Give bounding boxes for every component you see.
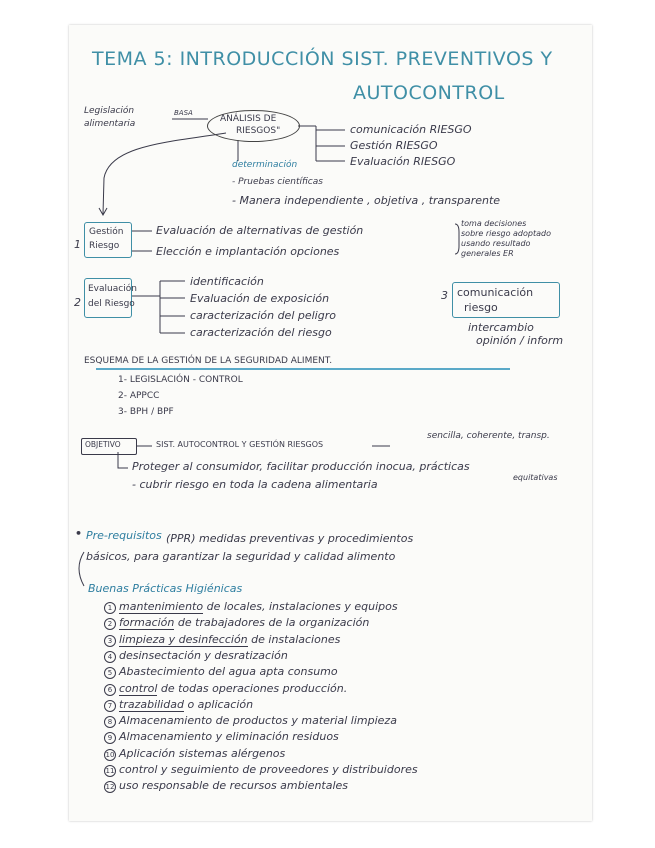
evaluacion-box-label-2: del Riesgo	[88, 299, 135, 309]
prereq-line-2: básicos, para garantizar la seguridad y calidad alimento	[86, 550, 396, 563]
bph-item-text: de todas operaciones producción.	[157, 681, 348, 695]
comunicacion-line-1: intercambio	[468, 321, 534, 334]
comunicacion-number: 3	[441, 289, 448, 302]
item-number-circle: 7	[104, 700, 116, 712]
prereq-line-1: (PPR) medidas preventivas y procedimientos	[166, 532, 414, 545]
bph-item-text: Abastecimiento del agua apta consumo	[119, 665, 338, 679]
objetivo-line-2: - cubrir riesgo en toda la cadena alimentaria	[132, 478, 378, 491]
analisis-label-2: RIESGOS"	[236, 126, 281, 136]
page-title-line2: AUTOCONTROL	[353, 82, 505, 104]
gestion-note-4: generales ER	[461, 249, 514, 258]
bph-item	[104, 731, 339, 744]
item-number-circle: 8	[104, 716, 116, 728]
bph-item-text: Aplicación sistemas alérgenos	[119, 746, 286, 760]
esquema-heading: ESQUEMA DE LA GESTIÓN DE LA SEGURIDAD ALIMENT.	[84, 356, 333, 366]
bph-item-text: uso responsable de recursos ambientales	[119, 779, 349, 793]
comunicacion-box-label-2: riesgo	[464, 301, 498, 314]
determinacion-label: determinación	[232, 160, 298, 170]
item-number-circle: 9	[104, 732, 116, 744]
comunicacion-box-label: comunicación	[457, 286, 534, 299]
bullet-manera: - Manera independiente , objetiva , transparente	[232, 194, 501, 207]
item-number-circle: 10	[105, 750, 115, 759]
prereq-head: Pre-requisitos	[86, 529, 162, 542]
comunicacion-line-2: opinión / inform	[476, 334, 564, 347]
bph-item-text: de locales, instalaciones y equipos	[203, 600, 398, 613]
evaluacion-number: 2	[74, 296, 81, 309]
gestion-note-1: toma decisiones	[461, 219, 527, 228]
objetivo-label: OBJETIVO	[85, 440, 121, 449]
bph-item	[104, 715, 397, 728]
bph-item-keyword: formación	[119, 616, 175, 630]
bph-item-keyword: trazabilidad	[119, 697, 184, 711]
item-number-circle: 11	[105, 767, 115, 775]
item-number-circle: 4	[104, 651, 116, 663]
item-number-circle: 1	[104, 602, 116, 614]
objetivo-line-1: Proteger al consumidor, facilitar producción inocua, prácticas	[132, 460, 470, 473]
gestion-box-label: Gestión	[89, 227, 124, 237]
evaluacion-box-label: Evaluación	[88, 284, 137, 294]
bph-item	[104, 764, 418, 777]
bph-item	[104, 617, 369, 630]
bph-item	[104, 666, 338, 679]
gestion-note-3: usando resultado	[461, 239, 531, 248]
legislacion-label: Legislación	[84, 106, 135, 116]
gestion-number: 1	[74, 238, 81, 251]
bph-item-text: o aplicación	[183, 697, 254, 711]
bph-item	[104, 683, 347, 696]
bph-item-text: Almacenamiento de productos y material limpieza	[119, 714, 397, 728]
legislacion-label-2: alimentaria	[84, 119, 136, 129]
bph-item	[104, 780, 348, 793]
item-number-circle: 3	[104, 635, 116, 647]
evaluacion-line-2: Evaluación de exposición	[190, 292, 330, 305]
prereq-bullet: •	[75, 527, 83, 540]
basa-label: BASA	[174, 109, 193, 117]
bullet-pruebas: - Pruebas científicas	[232, 177, 323, 187]
output-gestion: Gestión RIESGO	[350, 139, 438, 152]
gestion-box-label-2: Riesgo	[89, 241, 120, 251]
gestion-note-2: sobre riesgo adoptado	[461, 229, 551, 238]
bph-item	[104, 634, 340, 647]
objetivo-text: SIST. AUTOCONTROL Y GESTIÓN RIESGOS	[156, 440, 324, 449]
evaluacion-line-3: caracterización del peligro	[190, 309, 336, 322]
bph-item-keyword: mantenimiento	[119, 600, 204, 613]
objetivo-line-1b: equitativas	[513, 473, 558, 482]
bph-item	[104, 699, 253, 712]
bph-item	[104, 601, 398, 614]
objetivo-right: sencilla, coherente, transp.	[427, 431, 550, 441]
bph-item-text: control y seguimiento de proveedores y distribuidores	[119, 763, 418, 776]
bph-item	[104, 650, 288, 663]
bph-item-text: desinsectación y desratización	[119, 648, 288, 662]
evaluacion-line-1: identificación	[190, 275, 264, 288]
item-number-circle: 12	[105, 783, 115, 792]
bph-item	[104, 748, 285, 761]
bph-item-keyword: control	[119, 681, 158, 695]
gestion-line-1: Evaluación de alternativas de gestión	[156, 224, 364, 237]
bph-item-text: de trabajadores de la organización	[174, 616, 370, 630]
gestion-line-2: Elección e implantación opciones	[156, 245, 340, 258]
output-evaluacion: Evaluación RIESGO	[350, 155, 456, 168]
bph-item-keyword: limpieza y desinfección	[119, 632, 248, 646]
bph-item-text: de instalaciones	[247, 632, 341, 646]
item-number-circle: 6	[104, 684, 116, 696]
esquema-item-3: 3- BPH / BPF	[118, 407, 174, 417]
page-title: TEMA 5: INTRODUCCIÓN SIST. PREVENTIVOS Y	[92, 48, 553, 70]
item-number-circle: 2	[104, 618, 116, 630]
evaluacion-line-4: caracterización del riesgo	[190, 326, 332, 339]
output-comunicacion: comunicación RIESGO	[350, 123, 472, 136]
bph-item-text: Almacenamiento y eliminación residuos	[119, 730, 339, 744]
analisis-label: ANÁLISIS DE	[220, 114, 277, 124]
esquema-item-1: 1- LEGISLACIÓN - CONTROL	[118, 375, 243, 385]
bph-title: Buenas Prácticas Higiénicas	[88, 582, 243, 595]
item-number-circle: 5	[104, 667, 116, 679]
esquema-item-2: 2- APPCC	[118, 391, 160, 401]
